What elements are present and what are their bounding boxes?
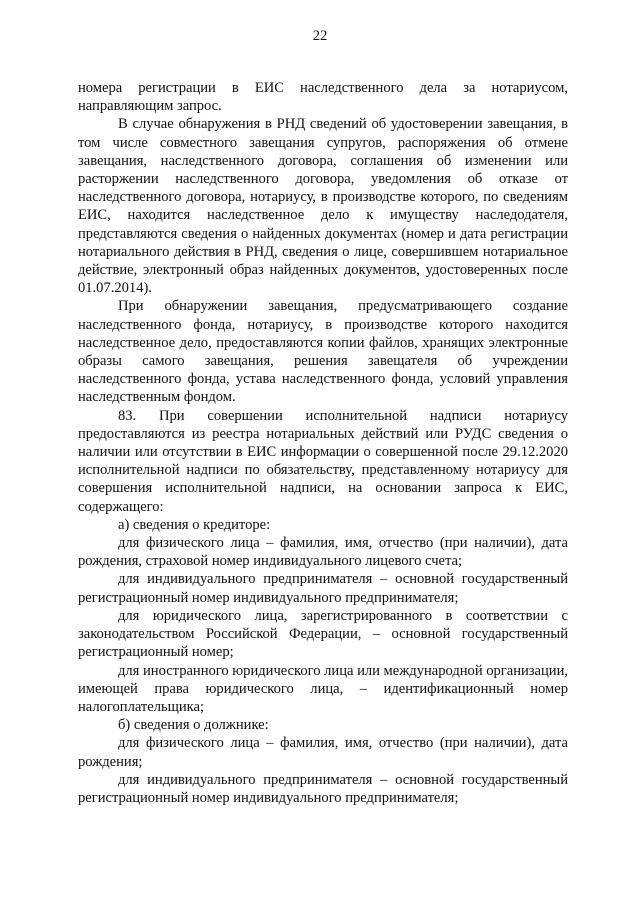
paragraph-debtor-individual: для физического лица – фамилия, имя, отчество (при наличии), дата рождения; [78,735,568,770]
paragraph-debtor-heading: б) сведения о должнике: [118,717,269,734]
paragraph-inheritance-fund: При обнаружении завещания, предусматривающего создание наследственного фонда, нотариусу, в производстве которого находится наследственное дело, предоставляются копии файлов, хранящих электронные образы самого завещания, решения завещателя об учреждении наследственного фонда, устава наследственного фонда, условий управления наследственным фондом. [78,298,568,406]
body-text [78,79,568,807]
paragraph-debtor-entrepreneur: для индивидуального предпринимателя – основной государственный регистрационный номер индивидуального предпринимателя; [78,771,568,806]
paragraph-creditor-foreign-entity: для иностранного юридического лица или международной организации, имеющей права юридического лица, – идентификационный номер налогоплательщика; [78,662,569,715]
page-number: 22 [312,28,328,44]
paragraph-item-83: 83. При совершении исполнительной надписи нотариусу предоставляются из реестра нотариальных действий или РУДС сведения о наличии или отсутствии в ЕИС информации о совершенной после 29.12.2020 исполнительной надписи по обязательству, представленному нотариусу для совершения исполнительной надписи, на основании запроса к ЕИС, содержащего: [78,407,568,515]
paragraph-creditor-heading: а) сведения о кредиторе: [118,516,271,533]
paragraph-will-found-in-rnd: В случае обнаружения в РНД сведений об удостоверении завещания, в том числе совместного завещания супругов, распоряжения об отмене завещания, наследственного договора, соглашения об изменении или расторжении наследственного договора, уведомления об отказе от наследственного договора, нотариусу, в производстве которого, по сведениям ЕИС, находится наследственное дело к имуществу наследодателя, представляются сведения о найденных документах (номер и дата регистрации нотариального действия в РНД, сведения о лице, совершившем нотариальное действие, электронный образ найденных документов, удостоверенных после 01.07.2014). [78,116,568,297]
paragraph-creditor-entrepreneur: для индивидуального предпринимателя – основной государственный регистрационный номер индивидуального предпринимателя; [78,571,568,606]
paragraph-creditor-individual: для физического лица – фамилия, имя, отчество (при наличии), дата рождения, страховой номер индивидуального лицевого счета; [78,535,568,570]
paragraph-continuation: номера регистрации в ЕИС наследственного дела за нотариусом, направляющим запрос. [78,80,568,115]
paragraph-creditor-legal-entity: для юридического лица, зарегистрированного в соответствии с законодательством Российской Федерации, – основной государственный регистрационный номер; [78,607,568,661]
